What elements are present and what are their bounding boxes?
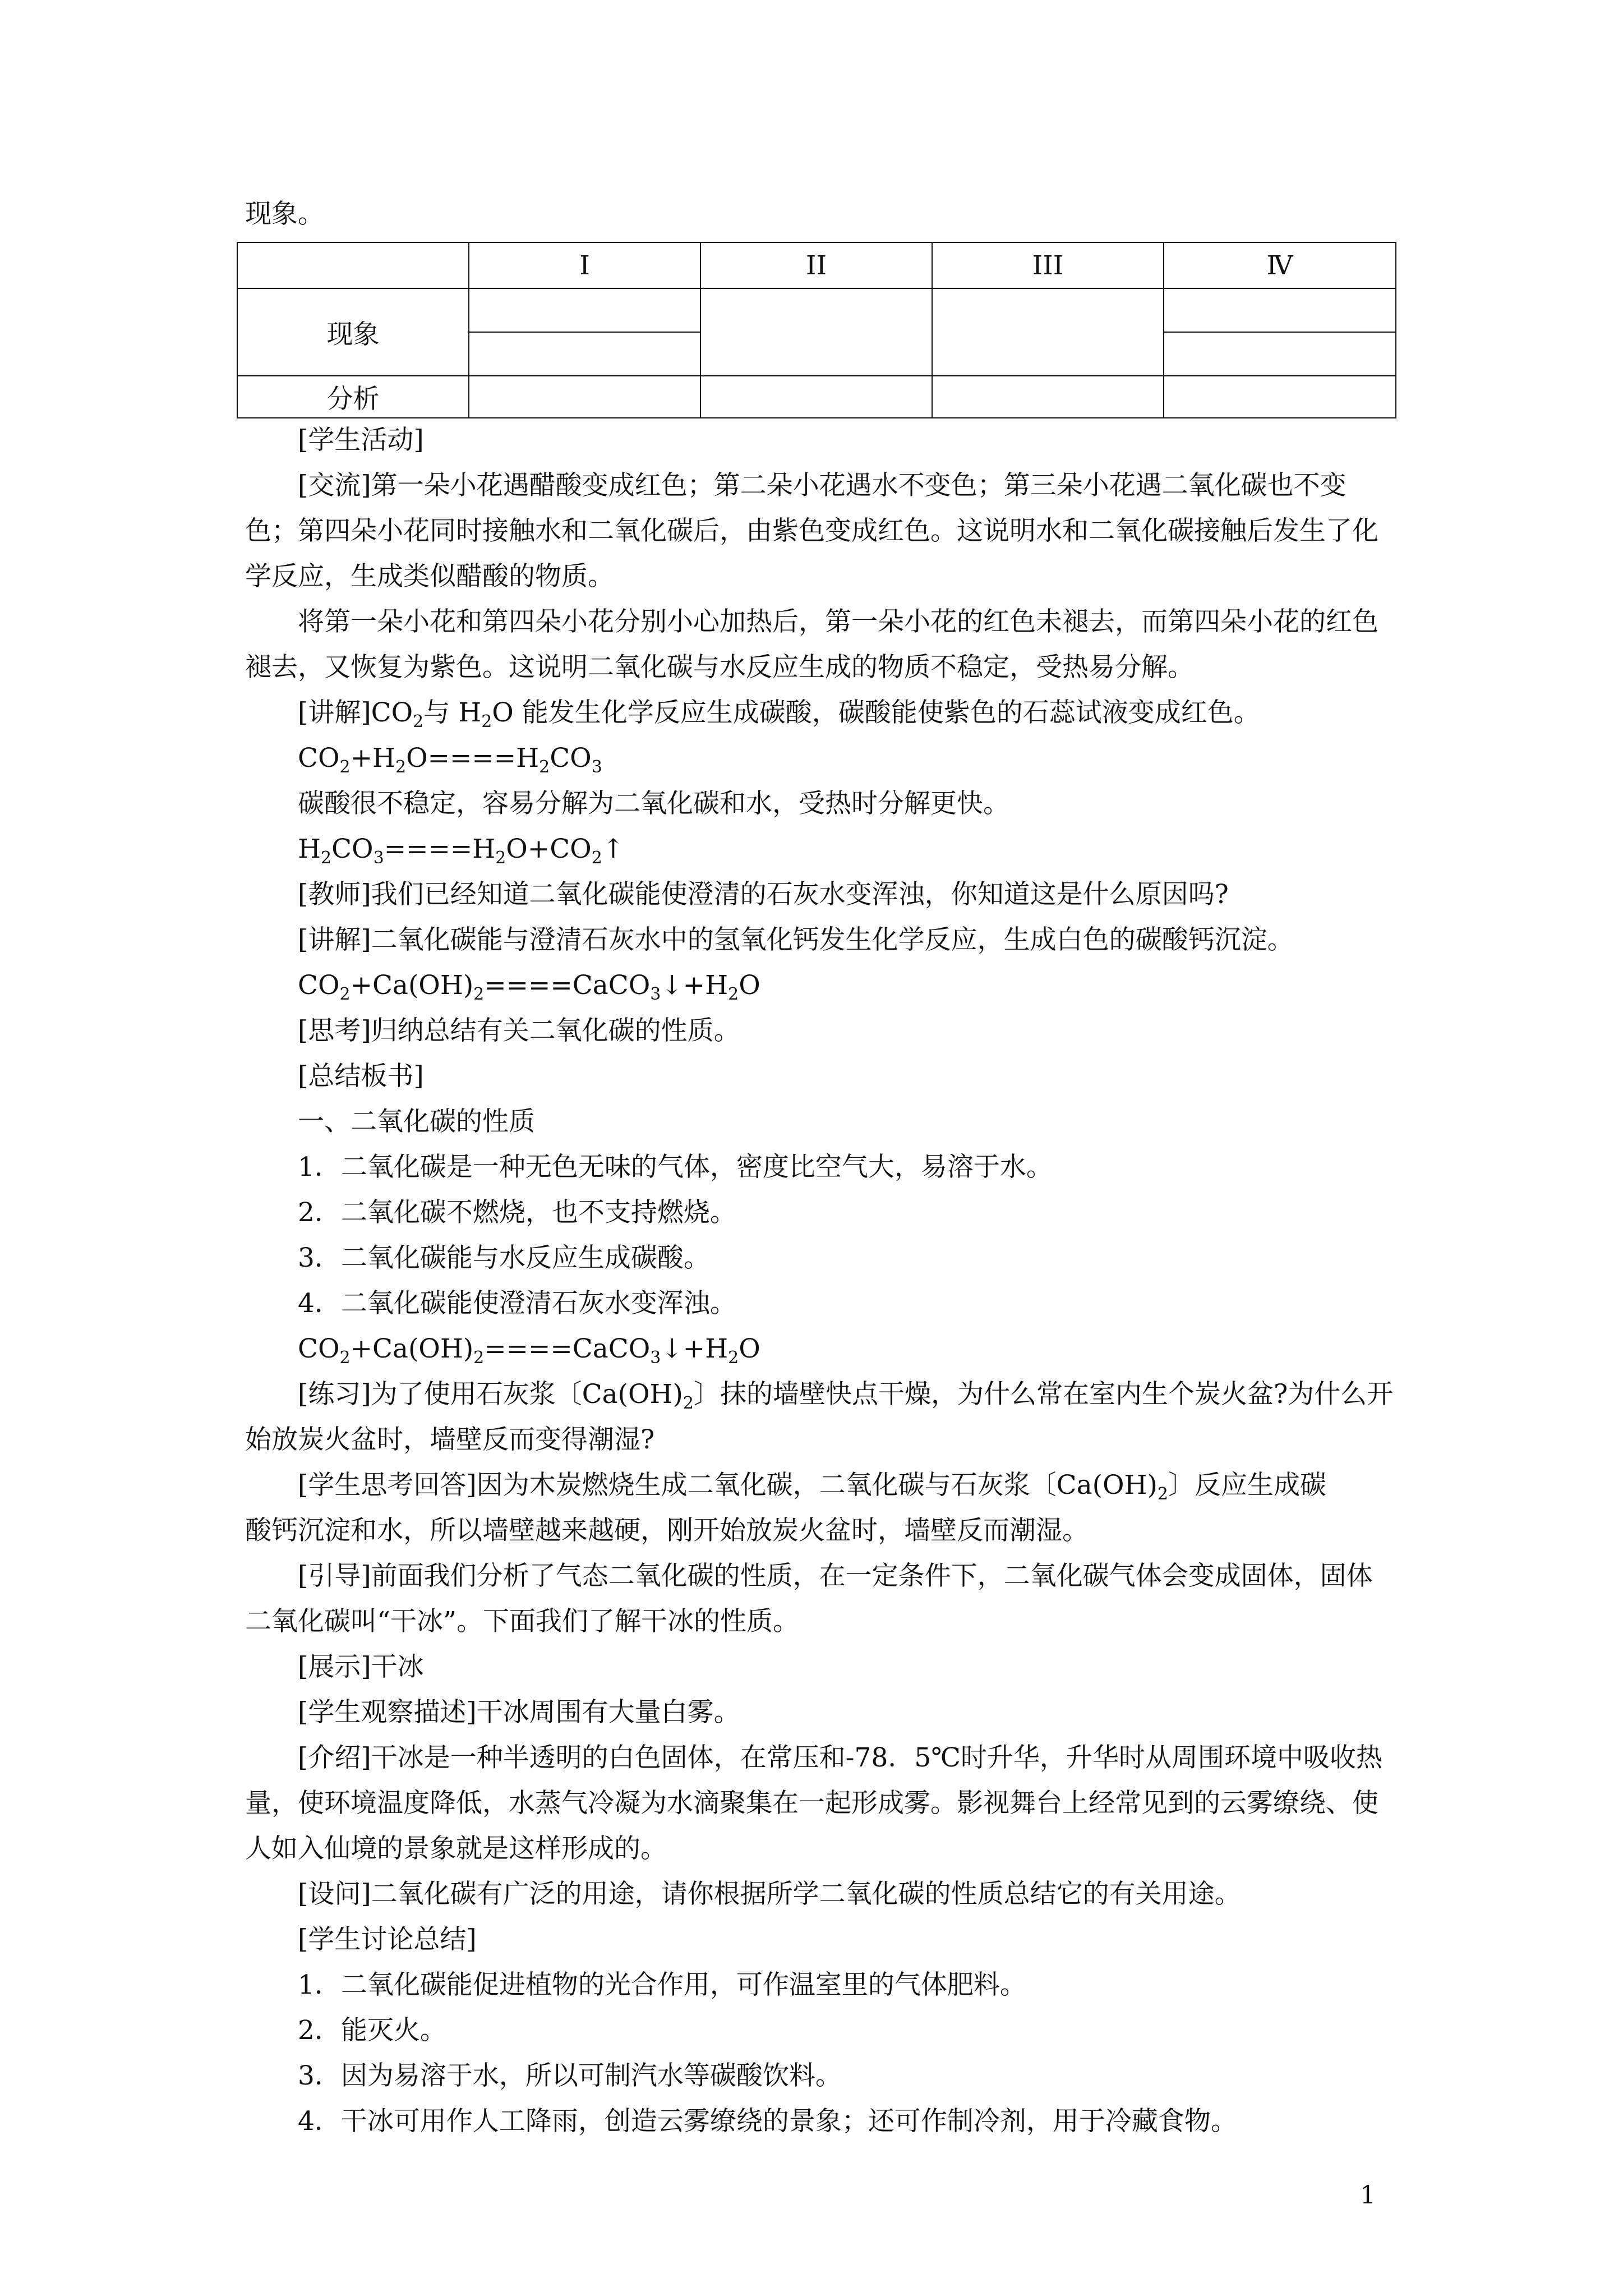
paragraph xyxy=(245,963,1398,1008)
subscript: 3 xyxy=(650,984,661,1004)
subscript: 2 xyxy=(339,757,351,777)
text-run: O xyxy=(739,1333,760,1364)
table-cell xyxy=(932,288,1164,376)
paragraph: [展示]干冰 xyxy=(298,1651,424,1682)
subscript: 2 xyxy=(395,757,407,777)
paragraph: 2．二氧化碳不燃烧，也不支持燃烧。 xyxy=(298,1197,736,1228)
text-run: CO xyxy=(298,1333,340,1364)
subscript: 2 xyxy=(339,1348,351,1368)
paragraph: 4．干冰可用作人工降雨，创造云雾缭绕的景象；还可作制冷剂，用于冷藏食物。 xyxy=(298,2106,1237,2137)
paragraph: 3．二氧化碳能与水反应生成碳酸。 xyxy=(298,1243,710,1273)
subscript: 2 xyxy=(473,1348,485,1368)
paragraph: 碳酸很不稳定，容易分解为二氧化碳和水，受热时分解更快。 xyxy=(298,788,1009,819)
table-header-col-2: II xyxy=(700,242,932,288)
text-run: ====CaCO xyxy=(484,1333,651,1364)
paragraph: [教师]我们已经知道二氧化碳能使澄清的石灰水变浑浊，你知道这是什么原因吗? xyxy=(298,879,1229,910)
subscript: 2 xyxy=(321,848,332,868)
subscript: 2 xyxy=(413,712,424,731)
paragraph: [思考]归纳总结有关二氧化碳的性质。 xyxy=(298,1015,740,1046)
text-run: O+CO xyxy=(506,834,592,864)
subscript: 2 xyxy=(495,848,506,868)
text-run: O xyxy=(739,970,760,1001)
text-run: [讲解]CO xyxy=(298,697,413,728)
table-header-row xyxy=(237,242,1396,288)
subscript: 2 xyxy=(683,1393,694,1413)
paragraph xyxy=(245,1372,1398,1462)
subscript: 3 xyxy=(373,848,384,868)
paragraph: [引导]前面我们分析了气态二氧化碳的性质，在一定条件下，二氧化碳气体会变成固体，固体二氧化碳叫“干冰”。下面我们了解干冰的性质。 xyxy=(245,1561,1373,1637)
table-cell xyxy=(700,376,932,418)
text-run: +Ca(OH) xyxy=(350,1333,474,1364)
text-run: O 能发生化学反应生成碳酸，碳酸能使紫色的石蕊试液变成红色。 xyxy=(492,697,1260,728)
paragraph xyxy=(245,826,1398,872)
table-cell xyxy=(1164,376,1396,418)
subscript: 2 xyxy=(1157,1484,1168,1504)
table-cell xyxy=(469,288,700,332)
table-row-analysis xyxy=(237,376,1396,418)
subscript: 2 xyxy=(481,712,492,731)
table-cell xyxy=(932,376,1164,418)
text-run: ↑ xyxy=(602,834,625,864)
text-run: ====CaCO xyxy=(484,970,651,1001)
intro-text: 现象。 xyxy=(245,199,324,229)
page-number: 1 xyxy=(1360,2181,1376,2210)
text-run: 〕反应生成碳 xyxy=(1168,1470,1326,1501)
text-run: H xyxy=(298,834,321,864)
paragraph: 3．因为易溶于水，所以可制汽水等碳酸饮料。 xyxy=(298,2060,842,2091)
paragraph xyxy=(245,690,1398,735)
paragraph: [讲解]二氧化碳能与澄清石灰水中的氢氧化钙发生化学反应，生成白色的碳酸钙沉淀。 xyxy=(298,924,1294,955)
subscript: 2 xyxy=(728,984,739,1004)
paragraph: 2．能灭火。 xyxy=(298,2015,446,2046)
table-row-phenomenon-1 xyxy=(237,288,1396,332)
subscript: 3 xyxy=(591,757,602,777)
text-run: [练习]为了使用石灰浆〔Ca(OH) xyxy=(298,1379,683,1410)
paragraph: 酸钙沉淀和水，所以墙壁越来越硬，刚开始放炭火盆时，墙壁反而潮湿。 xyxy=(245,1515,1089,1546)
paragraph: [学生活动] xyxy=(298,425,424,455)
paragraph: [介绍]干冰是一种半透明的白色固体，在常压和-78．5℃时升华，升华时从周围环境中吸收热量，使环境温度降低，水蒸气冷凝为水滴聚集在一起形成雾。影视舞台上经常见到的云雾缭绕、使人如入仙境的景象就是这样形成的。 xyxy=(245,1742,1382,1864)
paragraph: 一、二氧化碳的性质 xyxy=(298,1106,535,1137)
text-run: 〕抹的墙壁快点干燥，为什么常在室内生个炭火盆?为什么开始放炭火盆时，墙壁反而变得潮湿? xyxy=(245,1379,1394,1455)
text-run: CO xyxy=(298,743,340,774)
text-run: +H xyxy=(350,743,395,774)
body-text xyxy=(245,417,1398,2144)
table-cell xyxy=(469,332,700,376)
table-header-col-4: Ⅳ xyxy=(1164,242,1396,288)
paragraph xyxy=(245,1326,1398,1372)
subscript: 2 xyxy=(339,984,351,1004)
text-run: CO xyxy=(331,834,374,864)
observation-table xyxy=(237,242,1396,418)
text-run: ↓+H xyxy=(661,970,728,1001)
paragraph: [设问]二氧化碳有广泛的用途，请你根据所学二氧化碳的性质总结它的有关用途。 xyxy=(298,1879,1241,1910)
paragraph: 将第一朵小花和第四朵小花分别小心加热后，第一朵小花的红色未褪去，而第四朵小花的红色褪去，又恢复为紫色。这说明二氧化碳与水反应生成的物质不稳定，受热易分解。 xyxy=(245,606,1378,683)
table-cell xyxy=(1164,288,1396,332)
row-label-analysis: 分析 xyxy=(237,376,469,418)
text-run: CO xyxy=(298,970,340,1001)
subscript: 2 xyxy=(591,848,602,868)
text-run: ↓+H xyxy=(661,1333,728,1364)
table-cell xyxy=(700,288,932,376)
row-label-phenomenon: 现象 xyxy=(237,288,469,376)
paragraph xyxy=(245,735,1398,781)
paragraph: 1．二氧化碳是一种无色无味的气体，密度比空气大，易溶于水。 xyxy=(298,1152,1053,1182)
table-cell xyxy=(469,376,700,418)
subscript: 3 xyxy=(650,1348,661,1368)
text-run: CO xyxy=(550,743,592,774)
table-header-col-1: I xyxy=(469,242,700,288)
table-cell xyxy=(1164,332,1396,376)
paragraph: 4．二氧化碳能使澄清石灰水变浑浊。 xyxy=(298,1288,736,1319)
paragraph: [总结板书] xyxy=(298,1061,424,1092)
table-header-col-3: III xyxy=(932,242,1164,288)
paragraph xyxy=(245,1462,1398,1508)
text-run: [学生思考回答]因为木炭燃烧生成二氧化碳，二氧化碳与石灰浆〔Ca(OH) xyxy=(298,1470,1158,1501)
paragraph: [学生讨论总结] xyxy=(298,1924,477,1955)
subscript: 2 xyxy=(728,1348,739,1368)
table-header-corner xyxy=(237,242,469,288)
text-run: 与 H xyxy=(423,697,482,728)
text-run: ====H xyxy=(384,834,496,864)
text-run: +Ca(OH) xyxy=(350,970,474,1001)
paragraph: 1．二氧化碳能促进植物的光合作用，可作温室里的气体肥料。 xyxy=(298,1970,1026,2000)
paragraph: [交流]第一朵小花遇醋酸变成红色；第二朵小花遇水不变色；第三朵小花遇二氧化碳也不变色；第四朵小花同时接触水和二氧化碳后，由紫色变成红色。这说明水和二氧化碳接触后发生了化学反应，生成类似醋酸的物质。 xyxy=(245,470,1378,592)
subscript: 2 xyxy=(539,757,550,777)
text-run: O====H xyxy=(406,743,540,774)
subscript: 2 xyxy=(473,984,485,1004)
paragraph: [学生观察描述]干冰周围有大量白雾。 xyxy=(298,1697,740,1728)
